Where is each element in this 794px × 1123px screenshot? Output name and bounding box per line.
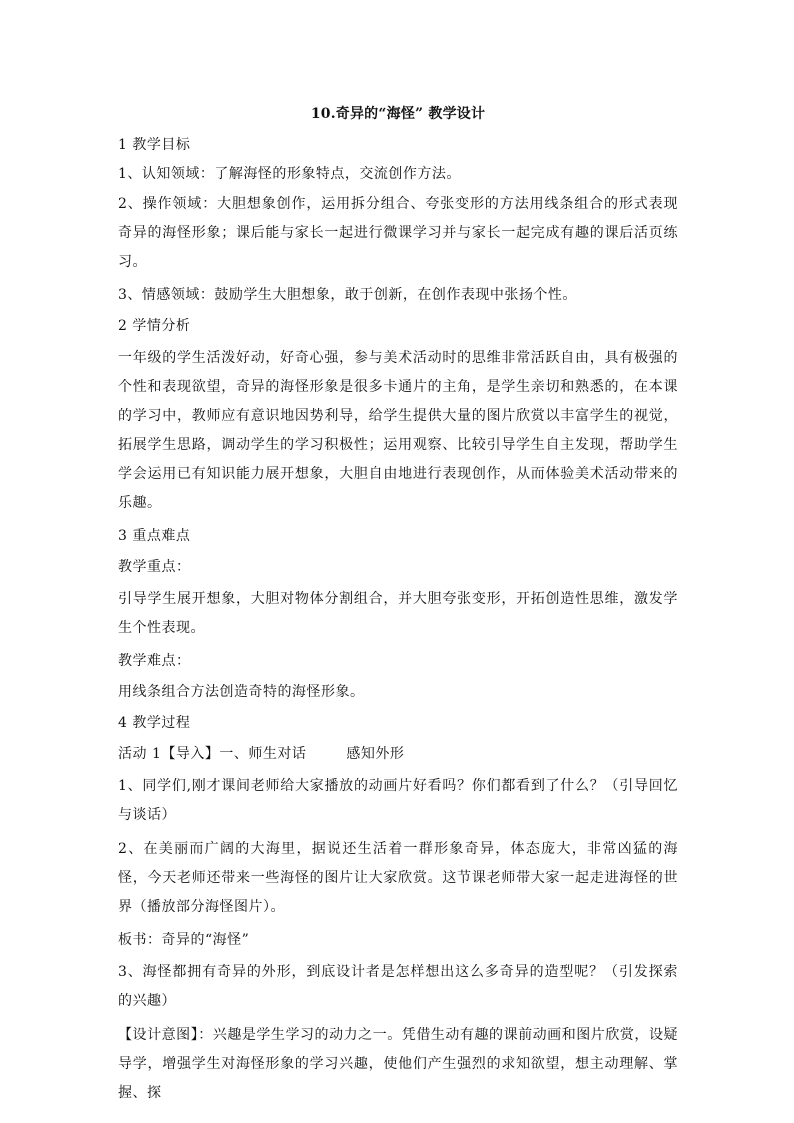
activity-subtitle: 感知外形 [346,746,405,762]
document-title: 10.奇异的“海怪” 教学设计 [310,106,486,122]
board-note: 板书：奇异的“海怪” [118,932,250,948]
document-content [118,104,678,1113]
difficulty-text: 用线条组合方法创造奇特的海怪形象。 [118,684,365,700]
goal-item-1: 1、认知领域：了解海怪的形象特点，交流创作方法。 [118,166,461,182]
process-item-1: 1、同学们,刚才课间老师给大家播放的动画片好看吗？你们都看到了什么？（引导回忆与谈话） [118,778,678,823]
goal-item-2: 2、操作领域：大胆想象创作，运用拆分组合、夸张变形的方法用线条组合的形式表现奇异的海怪形象；课后能与家长一起进行微课学习并与家长一起完成有趣的课后活页练习。 [118,196,678,270]
goal-item-3: 3、情感领域：鼓励学生大胆想象，敢于创新，在创作表现中张扬个性。 [118,287,577,303]
process-item-3: 3、海怪都拥有奇异的外形，到底设计者是怎样想出这么多奇异的造型呢？（引发探索的兴趣） [118,964,678,1009]
section-heading-process: 4 教学过程 [118,715,191,731]
design-intent: 【设计意图】：兴趣是学生学习的动力之一。凭借生动有趣的课前动画和图片欣赏，设疑导学，增强学生对海怪形象的学习兴趣，使他们产生强烈的求知欲望，想主动理解、掌握、探 [118,1027,678,1101]
activity-title: 活动 1【导入】一、师生对话 [118,746,307,762]
analysis-paragraph: 一年级的学生活泼好动，好奇心强，参与美术活动时的思维非常活跃自由，具有极强的个性和表现欲望，奇异的海怪形象是很多卡通片的主角，是学生亲切和熟悉的，在本课的学习中，教师应有意识地因势利导，给学生提供大量的图片欣赏以丰富学生的视觉，拓展学生思路，调动学生的学习积极性；运用观察、比较引导学生自主发现，帮助学生学会运用已有知识能力展开想象，大胆自由地进行表现创作，从而体验美术活动带来的乐趣。 [118,350,678,511]
section-heading-analysis: 2 学情分析 [118,318,191,334]
section-heading-key-points: 3 重点难点 [118,528,191,544]
section-heading-goals: 1 教学目标 [118,137,191,153]
focus-text: 引导学生展开想象，大胆对物体分割组合，并大胆夸张变形，开拓创造性思维，激发学生个性表现。 [118,591,678,636]
focus-label: 教学重点： [118,559,191,575]
difficulty-label: 教学难点： [118,653,191,669]
activity-line [118,741,678,767]
process-item-2: 2、在美丽而广阔的大海里，据说还生活着一群形象奇异，体态庞大，非常凶猛的海怪，今天老师还带来一些海怪的图片让大家欣赏。这节课老师带大家一起走进海怪的世界（播放部分海怪图片）。 [118,841,678,915]
